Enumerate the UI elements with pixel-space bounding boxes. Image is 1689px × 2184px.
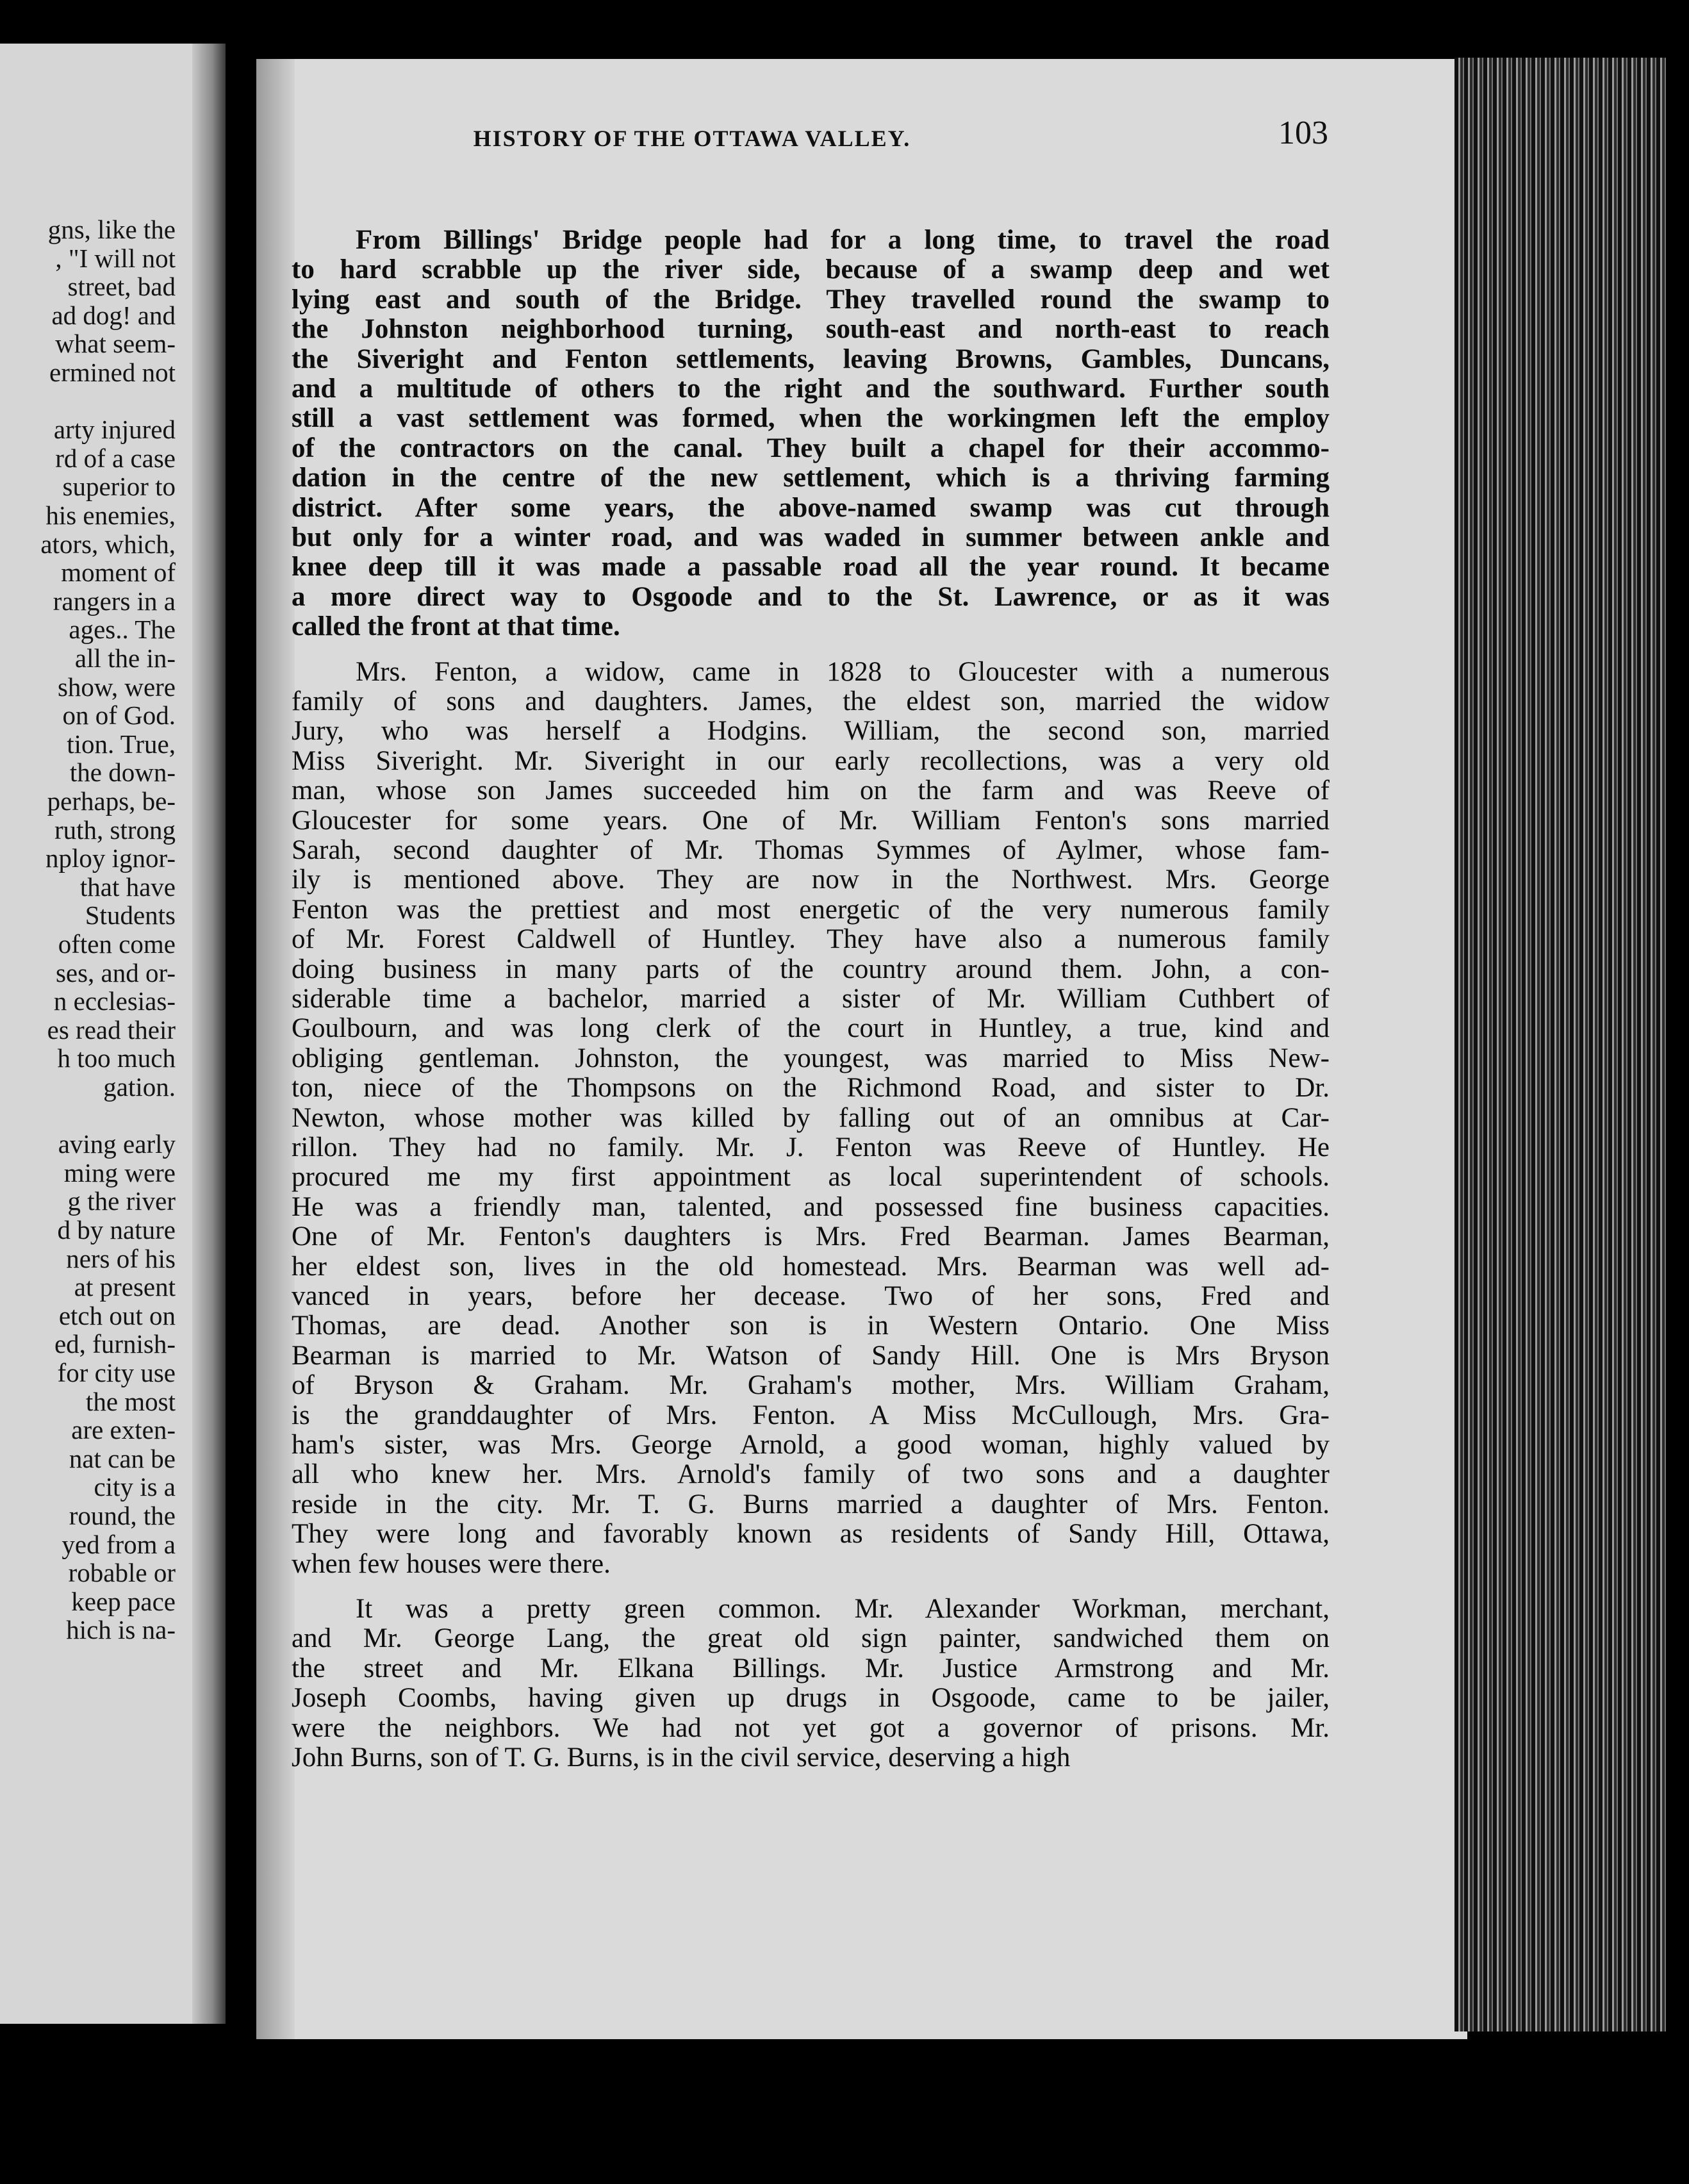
left-page-line: perhaps, be- bbox=[47, 786, 176, 816]
text-line: reside in the city. Mr. T. G. Burns married a daughter of Mrs. Fenton. bbox=[292, 1489, 1330, 1519]
left-page-line: h too much bbox=[57, 1043, 176, 1073]
left-page-line: often come bbox=[58, 929, 176, 959]
gutter-shadow bbox=[192, 44, 226, 2024]
text-line: Fenton was the prettiest and most energetic of the very numerous family bbox=[292, 894, 1330, 925]
left-page-line: street, bad bbox=[67, 272, 176, 302]
text-line: a more direct way to Osgoode and to the St. Lawrence, or as it was bbox=[292, 581, 1330, 612]
left-page-line: show, were bbox=[57, 672, 176, 702]
left-page-line: at present bbox=[74, 1272, 176, 1302]
left-page-line: n ecclesias- bbox=[53, 986, 176, 1016]
left-page-line: city is a bbox=[94, 1472, 176, 1502]
left-page-line: robable or bbox=[68, 1558, 176, 1588]
text-line: when few houses were there. bbox=[292, 1548, 611, 1579]
text-line: They were long and favorably known as residents of Sandy Hill, Ottawa, bbox=[292, 1519, 1330, 1550]
text-line: Thomas, are dead. Another son is in Western Ontario. One Miss bbox=[292, 1311, 1330, 1341]
text-line: Bearman is married to Mr. Watson of Sandy Hill. One is Mrs Bryson bbox=[292, 1340, 1330, 1371]
text-line: of Mr. Forest Caldwell of Huntley. They have also a numerous family bbox=[292, 924, 1330, 955]
left-page-line: on of God. bbox=[62, 700, 176, 731]
left-page-line: nat can be bbox=[69, 1443, 176, 1473]
text-line: of Bryson & Graham. Mr. Graham's mother, Mrs. William Graham, bbox=[292, 1370, 1330, 1401]
text-line: ily is mentioned above. They are now in the Northwest. Mrs. George bbox=[292, 864, 1330, 895]
text-line: of the contractors on the canal. They built a chapel for their accommo- bbox=[292, 433, 1330, 463]
left-page-line: round, the bbox=[69, 1501, 176, 1530]
left-page-line: tion. True, bbox=[67, 729, 176, 759]
text-line: but only for a winter road, and was waded in summer between ankle and bbox=[292, 522, 1330, 552]
left-page-line: ming were bbox=[63, 1157, 176, 1187]
text-line: Jury, who was herself a Hodgins. William, the second son, married bbox=[292, 716, 1330, 747]
gutter-shadow bbox=[256, 59, 295, 2039]
left-page-line: superior to bbox=[62, 472, 176, 502]
left-page-line: gation. bbox=[103, 1072, 176, 1102]
text-line: were the neighbors. We had not yet got a governor of prisons. Mr. bbox=[292, 1712, 1330, 1743]
text-line: Mrs. Fenton, a widow, came in 1828 to Gloucester with a numerous bbox=[356, 656, 1330, 687]
left-page-line: rd of a case bbox=[55, 443, 176, 473]
text-line: obliging gentleman. Johnston, the youngest, was married to Miss New- bbox=[292, 1043, 1330, 1073]
left-page-line: etch out on bbox=[58, 1300, 176, 1330]
text-line: procured me my first appointment as local superintendent of schools. bbox=[292, 1162, 1330, 1193]
text-line: is the granddaughter of Mrs. Fenton. A Miss McCullough, Mrs. Gra- bbox=[292, 1400, 1330, 1430]
text-line: still a vast settlement was formed, when the workingmen left the employ bbox=[292, 403, 1330, 434]
text-line: called the front at that time. bbox=[292, 611, 620, 642]
left-page-line: nploy ignor- bbox=[45, 843, 176, 873]
text-line: siderable time a bachelor, married a sister of Mr. William Cuthbert of bbox=[292, 984, 1330, 1014]
left-page-line: are exten- bbox=[71, 1415, 176, 1445]
text-line: the Siveright and Fenton settlements, leaving Browns, Gambles, Duncans, bbox=[292, 343, 1330, 374]
left-page-line: g the river bbox=[67, 1186, 176, 1216]
text-line: ham's sister, was Mrs. George Arnold, a good woman, highly valued by bbox=[292, 1430, 1330, 1460]
left-page-line: ators, which, bbox=[40, 529, 176, 559]
left-page-line: ad dog! and bbox=[51, 300, 176, 330]
text-line: He was a friendly man, talented, and possessed fine business capacities. bbox=[292, 1191, 1330, 1222]
text-line: Miss Siveright. Mr. Siveright in our early recollections, was a very old bbox=[292, 745, 1330, 776]
left-page-line: what seem- bbox=[55, 329, 176, 359]
left-page-line: gns, like the bbox=[47, 215, 176, 244]
left-page-line: moment of bbox=[61, 558, 176, 588]
left-page-line: that have bbox=[79, 872, 176, 902]
left-page-line: all the in- bbox=[74, 643, 176, 673]
text-line: Sarah, second daughter of Mr. Thomas Symmes of Aylmer, whose fam- bbox=[292, 835, 1330, 865]
left-page-line: ages.. The bbox=[69, 615, 176, 645]
text-line: ton, niece of the Thompsons on the Richmond Road, and sister to Dr. bbox=[292, 1073, 1330, 1104]
left-page-line: ses, and or- bbox=[55, 957, 176, 988]
text-line: It was a pretty green common. Mr. Alexander Workman, merchant, bbox=[356, 1594, 1330, 1624]
left-page-line: keep pace bbox=[71, 1586, 176, 1616]
text-line: From Billings' Bridge people had for a long time, to travel the road bbox=[356, 225, 1330, 255]
book-page-edges bbox=[1454, 58, 1666, 2031]
text-line: rillon. They had no family. Mr. J. Fenton was Reeve of Huntley. He bbox=[292, 1132, 1330, 1162]
left-page-line: arty injured bbox=[53, 415, 176, 445]
text-line: and a multitude of others to the right and the southward. Further south bbox=[292, 374, 1330, 404]
left-page-line: his enemies, bbox=[45, 500, 176, 530]
left-page-line: yed from a bbox=[62, 1529, 176, 1559]
text-line: the Johnston neighborhood turning, south-east and north-east to reach bbox=[292, 314, 1330, 345]
left-page-line: the most bbox=[85, 1386, 176, 1416]
text-line: Goulbourn, and was long clerk of the court in Huntley, a true, kind and bbox=[292, 1013, 1330, 1044]
left-page-line: ed, furnish- bbox=[54, 1329, 176, 1359]
left-page-line: hich is na- bbox=[66, 1615, 176, 1645]
running-head: HISTORY OF THE OTTAWA VALLEY. bbox=[473, 126, 911, 151]
text-line: One of Mr. Fenton's daughters is Mrs. Fred Bearman. James Bearman, bbox=[292, 1221, 1330, 1252]
text-line: knee deep till it was made a passable road all the year round. It became bbox=[292, 552, 1330, 583]
text-line: district. After some years, the above-named swamp was cut through bbox=[292, 492, 1330, 523]
text-line: family of sons and daughters. James, the eldest son, married the widow bbox=[292, 686, 1330, 716]
text-line: the street and Mr. Elkana Billings. Mr. Justice Armstrong and Mr. bbox=[292, 1653, 1330, 1684]
text-line: to hard scrabble up the river side, because of a swamp deep and wet bbox=[292, 254, 1330, 285]
left-page-line: Students bbox=[85, 900, 176, 931]
text-line: Joseph Coombs, having given up drugs in Osgoode, came to be jailer, bbox=[292, 1683, 1330, 1714]
text-line: John Burns, son of T. G. Burns, is in the civil service, deserving a high bbox=[292, 1742, 1071, 1773]
text-line: vanced in years, before her decease. Two of her sons, Fred and bbox=[292, 1281, 1330, 1311]
left-page-line: aving early bbox=[58, 1129, 176, 1159]
left-page-line: d by nature bbox=[57, 1215, 176, 1245]
left-page-line: for city use bbox=[57, 1358, 176, 1387]
left-page-line: rangers in a bbox=[53, 586, 176, 616]
text-line: doing business in many parts of the country around them. John, a con- bbox=[292, 954, 1330, 984]
text-line: dation in the centre of the new settlement, which is a thriving farming bbox=[292, 463, 1330, 493]
left-page-line: the down- bbox=[69, 757, 176, 788]
left-facing-page bbox=[0, 44, 226, 2024]
text-line: her eldest son, lives in the old homestead. Mrs. Bearman was well ad- bbox=[292, 1251, 1330, 1282]
text-line: and Mr. George Lang, the great old sign painter, sandwiched them on bbox=[292, 1623, 1330, 1654]
left-page-line: es read their bbox=[47, 1014, 176, 1045]
page-number: 103 bbox=[1278, 115, 1328, 151]
text-line: Newton, whose mother was killed by falling out of an omnibus at Car- bbox=[292, 1102, 1330, 1133]
text-line: lying east and south of the Bridge. They travelled round the swamp to bbox=[292, 284, 1330, 315]
left-page-line: ners of his bbox=[66, 1243, 176, 1273]
left-page-line: ruth, strong bbox=[54, 815, 176, 845]
left-page-line: , "I will not bbox=[55, 243, 176, 273]
text-line: man, whose son James succeeded him on the farm and was Reeve of bbox=[292, 775, 1330, 806]
text-line: Gloucester for some years. One of Mr. William Fenton's sons married bbox=[292, 805, 1330, 836]
left-page-line: ermined not bbox=[49, 358, 176, 387]
text-line: all who knew her. Mrs. Arnold's family of two sons and a daughter bbox=[292, 1459, 1330, 1490]
